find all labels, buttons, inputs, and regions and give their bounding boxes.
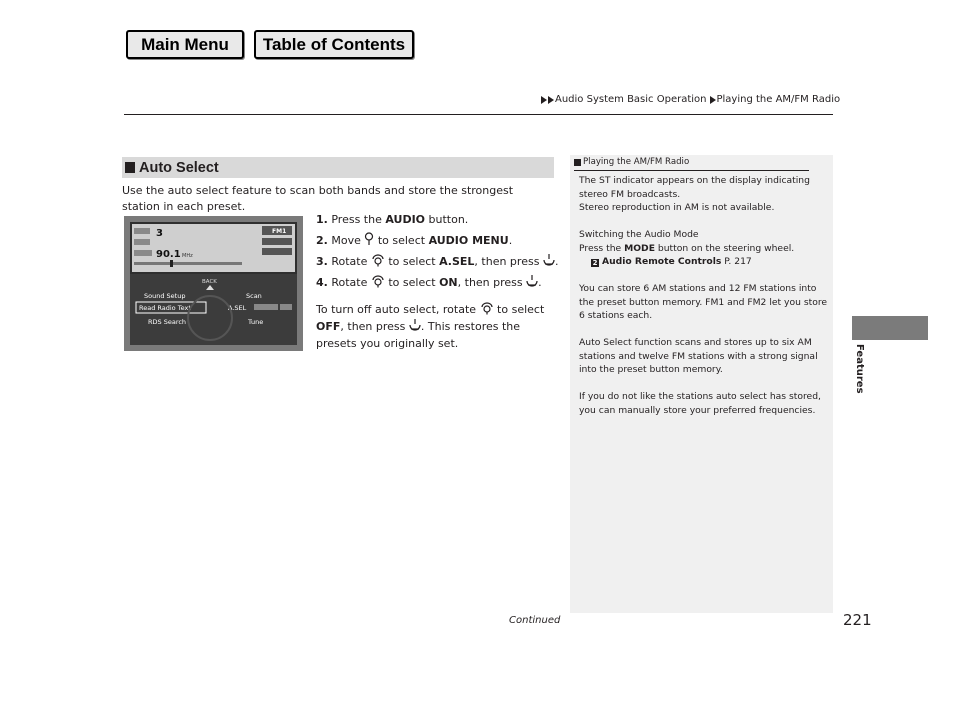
sidebar-rule <box>574 170 809 171</box>
sidebar-paragraph: If you do not like the stations auto select has stored, you can manually store your preferred frequencies. <box>579 391 821 416</box>
step-text: Rotate <box>331 255 371 268</box>
sidebar-subheading: Switching the Audio Mode <box>579 229 699 240</box>
interface-dial-press-icon <box>526 274 538 288</box>
arrow-right-icon <box>710 96 716 104</box>
audio-screen-image <box>124 216 303 351</box>
square-bullet-icon <box>125 162 135 173</box>
step-4 <box>316 274 556 291</box>
steps-list <box>316 212 559 352</box>
step-text: . <box>538 276 542 289</box>
page-number: 221 <box>843 611 872 629</box>
breadcrumb-current: Playing the AM/FM Radio <box>716 94 841 105</box>
step-2 <box>316 232 556 249</box>
sidebar-paragraph: You can store 6 AM stations and 12 FM stations into the preset button memory. FM1 and FM2 let you store 6 stations each. <box>579 283 828 321</box>
step-bold-text: AUDIO MENU <box>428 234 509 247</box>
breadcrumb-parent[interactable]: Audio System Basic Operation <box>555 94 707 105</box>
cross-reference-link[interactable] <box>579 255 829 269</box>
frequency-unit: MHz <box>182 253 193 259</box>
sidebar-paragraph: The ST indicator appears on the display indicating stereo FM broadcasts. <box>579 175 810 200</box>
sidebar-paragraph: Stereo reproduction in AM is not available. <box>579 202 775 213</box>
sidebar-text: Press the <box>579 242 625 254</box>
side-label <box>853 344 867 404</box>
interface-dial-rotate-icon <box>371 274 385 288</box>
breadcrumb <box>541 94 840 105</box>
back-label: BACK <box>202 279 217 285</box>
step-number: 3. <box>316 255 328 268</box>
note-text: to select <box>493 303 545 316</box>
section-heading <box>122 157 554 178</box>
step-text: to select <box>384 276 440 289</box>
step-text: , then press <box>457 276 527 289</box>
step-text: to select <box>384 255 440 268</box>
note-text: . This restores the presets you originally set. <box>316 320 521 350</box>
step-text: Move <box>331 234 365 247</box>
step-number: 4. <box>316 276 328 289</box>
header-rule <box>124 114 833 115</box>
step-text: . <box>554 255 559 268</box>
screen-menu-read-radio-text: Read Radio Text <box>139 304 191 312</box>
step-bold-text: A.SEL <box>439 255 475 268</box>
interface-dial-press-icon <box>543 253 555 267</box>
sidebar-text: button on the steering wheel. <box>654 242 795 254</box>
frequency-value: 90.1 <box>156 249 181 260</box>
screen-menu-asel: A.SEL <box>228 304 247 312</box>
table-of-contents-button[interactable]: Table of Contents <box>254 30 414 59</box>
band-label: FM1 <box>272 228 287 235</box>
step-text: button. <box>425 213 469 226</box>
step-text: Rotate <box>331 276 371 289</box>
main-menu-button[interactable]: Main Menu <box>126 30 244 59</box>
note-text: , then press <box>340 320 409 333</box>
sidebar-bold-text: MODE <box>624 242 655 254</box>
interface-dial-move-icon <box>364 232 374 246</box>
screen-menu-rds-search: RDS Search <box>148 318 187 326</box>
side-label-text: Features <box>854 344 865 394</box>
sidebar-paragraph: Auto Select function scans and stores up to six AM stations and twelve FM stations with a strong signal into the preset button memory. <box>579 337 818 375</box>
sidebar-heading <box>574 157 689 167</box>
step-bold-text: AUDIO <box>385 213 426 226</box>
sidebar-body <box>579 174 829 431</box>
continued-label: Continued <box>509 615 561 626</box>
arrow-right-icon <box>541 96 547 104</box>
intro-text: Use the auto select feature to scan both bands and store the strongest station in each preset. <box>122 184 514 213</box>
step-text: , then press <box>474 255 543 268</box>
screen-menu-sound-setup: Sound Setup <box>144 292 186 300</box>
screen-menu-tune: Tune <box>248 318 264 326</box>
preset-number: 3 <box>156 228 163 239</box>
cross-reference-title[interactable]: Audio Remote Controls <box>602 256 722 267</box>
note-bold-text: OFF <box>316 320 341 333</box>
step-bold-text: ON <box>439 276 458 289</box>
section-title: Auto Select <box>139 159 219 176</box>
screen-menu-scan: Scan <box>246 292 262 300</box>
arrow-right-icon <box>548 96 554 104</box>
step-3 <box>316 253 559 270</box>
turn-off-note <box>316 301 556 352</box>
interface-dial-rotate-icon <box>480 301 494 315</box>
step-text: . <box>508 234 513 247</box>
note-text: To turn off auto select, rotate <box>316 303 480 316</box>
interface-dial-rotate-icon <box>371 253 385 267</box>
step-text: Press the <box>331 213 386 226</box>
step-number: 1. <box>316 213 328 226</box>
sidebar-title: Playing the AM/FM Radio <box>583 157 690 167</box>
cross-reference-page[interactable]: P. 217 <box>721 256 752 267</box>
interface-dial-press-icon <box>409 318 421 332</box>
cross-reference-icon: 2 <box>592 259 598 267</box>
step-number: 2. <box>316 234 328 247</box>
features-tab[interactable] <box>852 316 928 340</box>
note-marker-icon <box>574 159 581 166</box>
step-text: to select <box>374 234 429 247</box>
step-1 <box>316 212 556 228</box>
sidebar-paragraph <box>579 242 829 256</box>
